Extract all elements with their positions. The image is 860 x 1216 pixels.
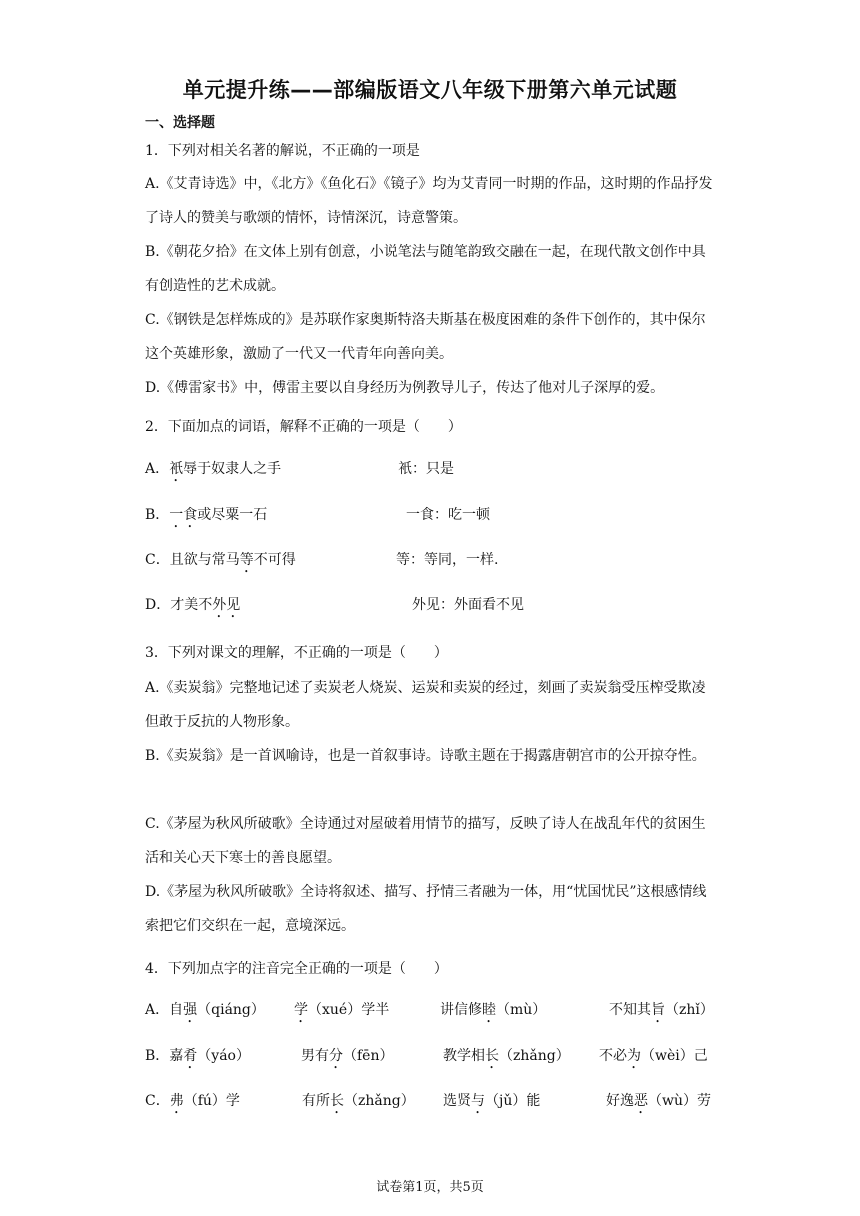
question-4-c-item-3: 选贤与（jǔ）能: [443, 1093, 541, 1109]
question-1-stem: 1．下列对相关名著的解说，不正确的一项是: [145, 143, 420, 159]
option-text: 辱于奴隶人之手: [183, 461, 282, 477]
question-2-explanation-d: 外见：外面看不见: [412, 597, 524, 613]
question-2-option-a: [145, 458, 281, 485]
question-4-b-item-1: B．嘉肴（yáo）: [145, 1048, 250, 1064]
question-1-option-c: C.《钢铁是怎样炼成的》是苏联作家奥斯特洛夫斯基在极度困难的条件下创作的，其中保尔这个英雄形象，激励了一代又一代青年向善向美。: [145, 312, 706, 362]
question-4-stem: 4．下列加点字的注音完全正确的一项是（ ）: [145, 961, 448, 977]
question-3-option-d: D.《茅屋为秋风所破歌》全诗将叙述、描写、抒情三者融为一体，用“忧国忧民”这根感情线索把它们交织在一起，意境深远。: [145, 884, 707, 934]
question-3-option-a: A.《卖炭翁》完整地记述了卖炭老人烧炭、运炭和卖炭的经过，刻画了卖炭翁受压榨受欺凌但敢于反抗的人物形象。: [145, 680, 706, 730]
question-2-explanation-a: 衹：只是: [398, 461, 454, 477]
question-4-c-item-2: 有所长（zhǎng）: [302, 1093, 415, 1109]
page-title: 单元提升练——部编版语文八年级下册第六单元试题: [182, 78, 678, 102]
question-2-stem: 2．下面加点的词语，解释不正确的一项是（ ）: [145, 419, 462, 435]
dotted-word: 衹: [169, 461, 184, 477]
section-heading: 一、选择题: [145, 115, 215, 131]
question-4-b-item-4: 不必为（wèi）己: [599, 1048, 708, 1064]
question-3-option-c: C.《茅屋为秋风所破歌》全诗通过对屋破着用情节的描写，反映了诗人在战乱年代的贫困生活和关心天下寒士的善良愿望。: [145, 816, 706, 866]
question-2-option-c: [145, 549, 296, 576]
option-text: C．且欲与常马: [145, 552, 240, 568]
question-4-c-item-4: 好逸恶（wù）劳: [606, 1093, 711, 1109]
question-1-option-d: D.《傅雷家书》中，傅雷主要以自身经历为例教导儿子，传达了他对儿子深厚的爱。: [145, 380, 665, 396]
option-text: 或尽粟一石: [197, 507, 268, 523]
page-footer: 试卷第1页，共5页: [376, 1180, 484, 1195]
option-prefix: A．: [145, 461, 170, 477]
question-4-b-item-2: 男有分（fēn）: [301, 1048, 394, 1064]
question-4-a-item-2: 学（xué）学半: [294, 1002, 390, 1018]
question-1-option-b: B.《朝花夕拾》在文体上别有创意，小说笔法与随笔韵致交融在一起，在现代散文创作中具有创造性的艺术成就。: [145, 244, 706, 294]
dotted-word: 等: [239, 552, 254, 568]
option-prefix: B．: [145, 507, 170, 523]
question-2-explanation-b: 一食：吃一顿: [406, 507, 490, 523]
dotted-word: 一食: [169, 507, 198, 523]
question-4-a-item-4: 不知其旨（zhǐ）: [609, 1002, 714, 1018]
question-4-a-item-1: A．自强（qiáng）: [145, 1002, 265, 1018]
question-4-b-item-3: 教学相长（zhǎng）: [443, 1048, 570, 1064]
question-4-c-item-1: C．弗（fú）学: [145, 1093, 240, 1109]
question-3-option-b: B.《卖炭翁》是一首讽喻诗，也是一首叙事诗。诗歌主题在于揭露唐朝宫市的公开掠夺性。: [145, 748, 706, 764]
question-2-option-d: [145, 594, 240, 621]
question-2-option-b: [145, 504, 267, 531]
option-text: 不可得: [253, 552, 296, 568]
dotted-word: 外见: [212, 597, 241, 613]
option-text: D．才美不: [145, 597, 213, 613]
question-2-explanation-c: 等：等同，一样.: [396, 552, 499, 568]
question-1-option-a: A.《艾青诗选》中，《北方》《鱼化石》《镜子》均为艾青同一时期的作品，这时期的作品抒发了诗人的赞美与歌颂的情怀，诗情深沉，诗意警策。: [145, 176, 713, 226]
question-3-stem: 3．下列对课文的理解，不正确的一项是（ ）: [145, 645, 448, 661]
question-4-a-item-3: 讲信修睦（mù）: [440, 1002, 547, 1018]
